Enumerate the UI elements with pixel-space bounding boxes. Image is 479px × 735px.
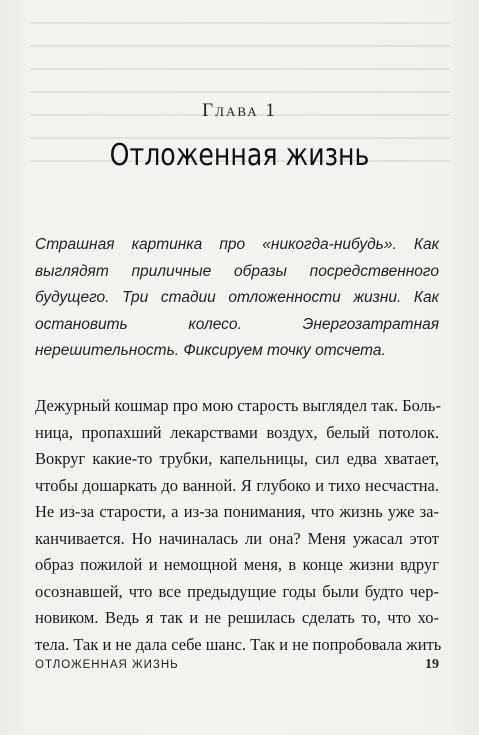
body-line: чтобы дошаркать до ванной. Я глубоко и тихо несчастна. [35,475,439,495]
body-line: осознавшей, что все предыдущие годы были будто чер- [35,581,439,601]
chapter-label: Глава 1 [202,100,277,121]
chapter-epigraph: Страшная картинка про «никогда-нибудь». Как выглядят приличные образы посредственного будущего. Три стадии отложенности жизни. Как остановить колесо. Энергозатратная нерешительность. Фиксируем точку отсчета. [35,236,439,359]
body-paragraph [35,393,442,658]
body-line: Дежурный кошмар про мою старость выглядел так. Боль- [35,396,441,415]
body-line: тела. Так и не дала себе шанс. Так и не попробовала жить [35,634,442,654]
body-line: канчивается. Но начиналась ли она? Меня ужасал этот [35,528,439,548]
body-line: ница, пропахший лекарствами воздух, белый потолок. [35,422,439,442]
running-title: ОТЛОЖЕННАЯ ЖИЗНЬ [35,659,179,671]
body-line: образ пожилой и немощной меня, в конце жизни вдруг [35,555,439,574]
chapter-title: Отложенная жизнь [109,138,370,173]
body-line: Вокруг какие-то трубки, капельницы, сил едва хватает, [35,449,439,468]
body-line: новиком. Ведь я так и не решилась сделать то, что хо- [35,608,439,627]
body-line: Не из-за старости, а из-за понимания, что жизнь уже за- [35,502,439,521]
show-through-text [30,22,450,222]
page-number: 19 [425,657,439,672]
